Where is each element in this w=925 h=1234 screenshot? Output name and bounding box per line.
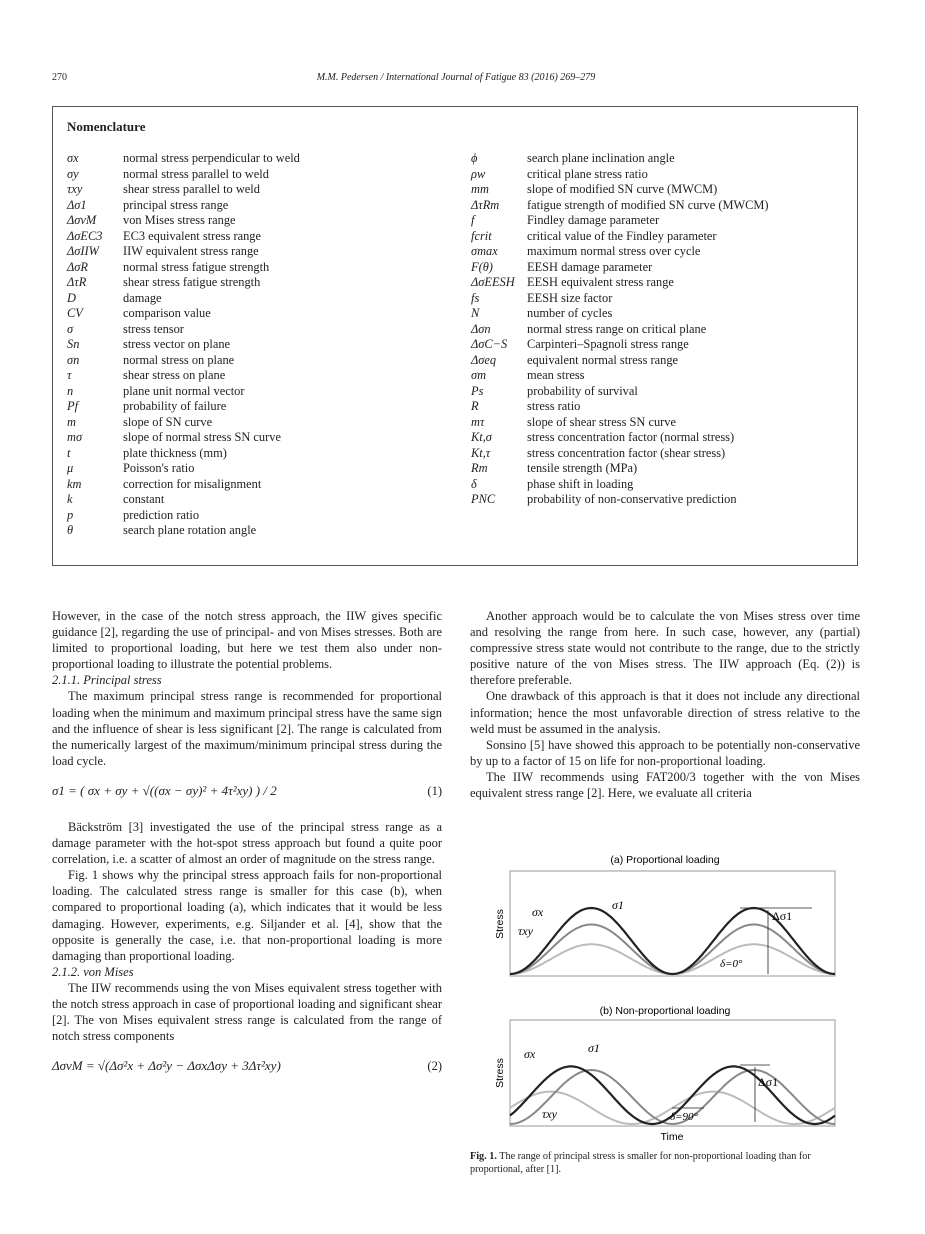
figure-1 <box>470 850 860 1150</box>
nomenclature-row <box>67 508 447 524</box>
nomenclature-description: tensile strength (MPa) <box>527 461 638 475</box>
equation-1-number: (1) <box>427 783 442 798</box>
nomenclature-symbol: μ <box>67 461 74 475</box>
nomenclature-row <box>67 213 447 229</box>
nomenclature-row <box>67 368 447 384</box>
nomenclature-row <box>471 213 851 229</box>
nomenclature-description: Carpinteri–Spagnoli stress range <box>527 337 689 351</box>
nomenclature-row <box>471 477 851 493</box>
nomenclature-symbol: Pf <box>67 399 79 413</box>
nomenclature-description: shear stress parallel to weld <box>123 182 260 196</box>
nomenclature-description: equivalent normal stress range <box>527 352 679 367</box>
nomenclature-description: number of cycles <box>527 306 613 320</box>
nomenclature-description: phase shift in loading <box>527 476 634 491</box>
nomenclature-description: slope of modified SN curve (MWCM) <box>527 182 718 196</box>
nomenclature-symbol: fs <box>471 290 480 305</box>
nomenclature-symbol: τ <box>67 368 72 382</box>
page-number: 270 <box>52 72 67 83</box>
nomenclature-symbol: p <box>67 507 74 522</box>
nomenclature-description: EESH damage parameter <box>527 259 653 274</box>
panel-b-delta-label: δ=90° <box>670 1111 698 1123</box>
nomenclature-row <box>471 229 851 245</box>
paragraph: Sonsino [5] have showed this approach to be potentially non-conservative by up to a factor of 15 on life for non-proportional loading. <box>470 737 860 768</box>
nomenclature-row <box>67 229 447 245</box>
nomenclature-description: stress concentration factor (shear stress) <box>527 445 726 460</box>
nomenclature-row <box>471 492 851 508</box>
nomenclature-symbol: ΔτR <box>67 275 87 289</box>
nomenclature-symbol: fcrit <box>471 228 492 243</box>
nomenclature-description: critical value of the Findley parameter <box>527 228 717 243</box>
nomenclature-description: stress vector on plane <box>123 337 231 351</box>
nomenclature-symbol: CV <box>67 306 83 320</box>
nomenclature-symbol: N <box>471 306 480 320</box>
nomenclature-row <box>67 337 447 353</box>
nomenclature-symbol: k <box>67 492 73 506</box>
nomenclature-description: normal stress fatigue strength <box>123 259 270 274</box>
nomenclature-row <box>67 244 447 260</box>
panel-a-label-sigma-x: σx <box>532 905 544 919</box>
nomenclature-row <box>471 415 851 431</box>
nomenclature-row <box>67 260 447 276</box>
nomenclature-description: prediction ratio <box>123 507 200 522</box>
nomenclature-description: correction for misalignment <box>123 476 262 491</box>
nomenclature-symbol: PNC <box>471 492 496 506</box>
nomenclature-description: slope of SN curve <box>123 414 213 429</box>
panel-a-label-sigma-1: σ1 <box>612 898 624 912</box>
nomenclature-row <box>67 399 447 415</box>
nomenclature-row <box>471 322 851 338</box>
nomenclature-symbol: mτ <box>471 414 485 429</box>
nomenclature-row <box>67 477 447 493</box>
nomenclature-description: IIW equivalent stress range <box>123 244 259 258</box>
nomenclature-symbol: f <box>471 213 475 227</box>
equation-2 <box>52 1050 442 1088</box>
panel-b-label-sigma-x: σx <box>524 1047 536 1061</box>
panel-a-delta-sigma-1: Δσ1 <box>772 909 793 923</box>
nomenclature-symbol: σn <box>67 352 80 367</box>
nomenclature-description: damage <box>123 290 162 305</box>
panel-b-delta-sigma-1: Δσ1 <box>758 1075 779 1089</box>
nomenclature-row <box>67 182 447 198</box>
nomenclature-symbol: ΔσEESH <box>471 275 515 289</box>
nomenclature-row <box>67 461 447 477</box>
nomenclature-symbol: Sn <box>67 337 80 351</box>
nomenclature-description: constant <box>123 492 165 506</box>
nomenclature-row <box>471 182 851 198</box>
panel-a-label-tau-xy: τxy <box>518 924 533 938</box>
panel-b-xlabel: Time <box>660 1131 684 1143</box>
nomenclature-row <box>67 322 447 338</box>
left-column <box>52 608 442 1094</box>
equation-1-formula: σ1 = ( σx + σy + √((σx − σy)² + 4τ²xy) ) / 2 <box>52 782 277 798</box>
journal-title: M.M. Pedersen / International Journal of Fatigue 83 (2016) 269–279 <box>316 72 596 83</box>
nomenclature-symbol: t <box>67 445 71 460</box>
nomenclature-row <box>471 151 851 167</box>
paragraph: The maximum principal stress range is recommended for proportional loading when the minimum and maximum principal stress have the same sign and the influence of shear is less significant [2]. The range is calculated from the numerically largest of the maximum/minimum principal stress during the load cycle. <box>52 689 442 768</box>
paragraph: Bäckström [3] investigated the use of the principal stress range as a damage parameter with the hot-spot stress approach but found a quite poor correlation, i.e. a scatter of almost an order of magnitude on the stress range. <box>52 819 442 867</box>
figure-caption <box>470 1150 860 1176</box>
nomenclature-description: search plane rotation angle <box>123 523 257 537</box>
paragraph: One drawback of this approach is that it does not include any directional information; hence the most unfavorable direction of stress relative to the weld must be assumed in the analysis. <box>470 689 860 736</box>
nomenclature-symbol: ρw <box>471 166 486 181</box>
nomenclature-left-column <box>67 151 447 539</box>
panel-b-title: (b) Non-proportional loading <box>599 1005 731 1017</box>
nomenclature-symbol: ΔσvM <box>67 213 97 227</box>
nomenclature-description: shear stress on plane <box>123 368 226 382</box>
nomenclature-symbol: θ <box>67 523 74 537</box>
nomenclature-row <box>471 244 851 260</box>
nomenclature-description: probability of failure <box>123 399 227 413</box>
nomenclature-symbol: ΔτRm <box>471 197 500 212</box>
nomenclature-description: normal stress range on critical plane <box>527 321 707 336</box>
nomenclature-row <box>67 446 447 462</box>
nomenclature-description: EESH equivalent stress range <box>527 275 674 289</box>
nomenclature-symbol: km <box>67 476 82 491</box>
nomenclature-symbol: σx <box>67 151 79 165</box>
nomenclature-symbol: m <box>67 414 76 429</box>
nomenclature-row <box>471 167 851 183</box>
right-column <box>470 608 860 801</box>
equation-2-formula: ΔσvM = √(Δσ²x + Δσ²y − ΔσxΔσy + 3Δτ²xy) <box>52 1058 281 1074</box>
nomenclature-description: stress concentration factor (normal stress) <box>527 430 735 444</box>
paragraph: Another approach would be to calculate the von Mises stress over time and resolving the range from here. In such case, however, any (partial) compressive stress state would not contribute to the range, due to the strictly positive nature of the von Mises stress. The IIW approach (Eq. (2)) is therefore preferable. <box>470 609 860 688</box>
equation-2-number: (2) <box>427 1059 442 1074</box>
nomenclature-row <box>67 430 447 446</box>
nomenclature-row <box>471 275 851 291</box>
nomenclature-row <box>471 260 851 276</box>
nomenclature-row <box>471 430 851 446</box>
nomenclature-row <box>67 167 447 183</box>
nomenclature-symbol: ΔσR <box>67 259 88 274</box>
nomenclature-row <box>67 384 447 400</box>
nomenclature-row <box>67 492 447 508</box>
panel-a-frame <box>510 871 835 976</box>
nomenclature-symbol: Δσeq <box>471 352 497 367</box>
nomenclature-row <box>471 399 851 415</box>
panel-b-ylabel: Stress <box>494 1058 506 1088</box>
nomenclature-symbol: mm <box>471 182 489 196</box>
equation-1 <box>52 775 442 813</box>
nomenclature-description: probability of non-conservative prediction <box>527 492 737 506</box>
nomenclature-row <box>471 461 851 477</box>
nomenclature-symbol: ϕ <box>471 151 478 165</box>
nomenclature-symbol: Kt,σ <box>471 430 492 444</box>
panel-a-delta-label: δ=0° <box>720 958 743 970</box>
nomenclature-description: search plane inclination angle <box>527 151 675 165</box>
nomenclature-description: plate thickness (mm) <box>123 445 227 460</box>
nomenclature-row <box>67 306 447 322</box>
nomenclature-description: von Mises stress range <box>123 213 236 227</box>
nomenclature-description: normal stress on plane <box>123 352 235 367</box>
nomenclature-symbol: F(θ) <box>471 259 493 274</box>
nomenclature-symbol: Δσ1 <box>67 197 87 212</box>
nomenclature-description: Poisson's ratio <box>123 461 195 475</box>
nomenclature-symbol: Ps <box>471 383 484 398</box>
nomenclature-description: slope of shear stress SN curve <box>527 414 676 429</box>
nomenclature-description: plane unit normal vector <box>123 383 245 398</box>
nomenclature-symbol: Rm <box>471 461 488 475</box>
nomenclature-symbol: σ <box>67 321 74 336</box>
nomenclature-symbol: Kt,τ <box>471 445 491 460</box>
nomenclature-description: probability of survival <box>527 383 638 398</box>
nomenclature-description: shear stress fatigue strength <box>123 275 261 289</box>
nomenclature-row <box>67 275 447 291</box>
nomenclature-description: maximum normal stress over cycle <box>527 244 701 258</box>
nomenclature-row <box>471 368 851 384</box>
nomenclature-row <box>471 353 851 369</box>
nomenclature-description: mean stress <box>527 368 585 382</box>
paragraph: The IIW recommends using FAT200/3 together with the von Mises equivalent stress range [2]. Here, we evaluate all criteria <box>470 769 860 801</box>
nomenclature-symbol: n <box>67 383 74 398</box>
nomenclature-description: principal stress range <box>123 197 229 212</box>
nomenclature-symbol: R <box>471 399 479 413</box>
nomenclature-symbol: ΔσIIW <box>67 244 99 258</box>
nomenclature-description: stress tensor <box>123 321 184 336</box>
nomenclature-description: normal stress parallel to weld <box>123 166 269 181</box>
nomenclature-symbol: δ <box>471 476 477 491</box>
section-heading: 2.1.1. Principal stress <box>52 673 162 688</box>
nomenclature-description: EESH size factor <box>527 290 613 305</box>
nomenclature-row <box>471 291 851 307</box>
nomenclature-description: EC3 equivalent stress range <box>123 228 261 243</box>
nomenclature-title: Nomenclature <box>67 119 146 134</box>
nomenclature-row <box>67 198 447 214</box>
panel-b-label-sigma-1: σ1 <box>588 1041 600 1055</box>
nomenclature-description: comparison value <box>123 306 211 320</box>
nomenclature-description: Findley damage parameter <box>527 213 660 227</box>
nomenclature-row <box>67 291 447 307</box>
nomenclature-description: normal stress perpendicular to weld <box>123 151 300 165</box>
nomenclature-box <box>52 106 858 566</box>
figure-1-plot <box>470 850 860 1150</box>
nomenclature-right-column <box>471 151 851 508</box>
caption-text: The range of principal stress is smaller for non-proportional loading than for proportional, after [1]. <box>470 1151 811 1175</box>
nomenclature-row <box>67 523 447 539</box>
nomenclature-symbol: mσ <box>67 430 83 444</box>
nomenclature-row <box>471 337 851 353</box>
nomenclature-description: slope of normal stress SN curve <box>123 430 281 444</box>
nomenclature-symbol: ΔσEC3 <box>67 228 103 243</box>
nomenclature-symbol: σy <box>67 166 79 181</box>
nomenclature-row <box>67 151 447 167</box>
nomenclature-row <box>471 446 851 462</box>
nomenclature-description: critical plane stress ratio <box>527 166 648 181</box>
nomenclature-symbol: ΔσC−S <box>471 337 508 351</box>
paragraph <box>52 608 442 672</box>
nomenclature-description: stress ratio <box>527 399 581 413</box>
nomenclature-row <box>67 353 447 369</box>
nomenclature-symbol: τxy <box>67 182 83 196</box>
nomenclature-row <box>471 198 851 214</box>
paragraph: The IIW recommends using the von Mises equivalent stress together with the notch stress approach in case of proportional loading and significant shear [2]. The von Mises equivalent stress range is calculated from the range of notch stress components <box>52 980 442 1044</box>
section-heading: 2.1.2. von Mises <box>52 964 134 979</box>
nomenclature-row <box>471 384 851 400</box>
nomenclature-description: fatigue strength of modified SN curve (MWCM) <box>527 197 769 212</box>
panel-a-title: (a) Proportional loading <box>610 854 720 866</box>
nomenclature-symbol: Δσn <box>471 321 491 336</box>
caption-label: Fig. 1. <box>470 1151 497 1162</box>
nomenclature-symbol: D <box>67 290 76 305</box>
paragraph: Fig. 1 shows why the principal stress approach fails for non-proportional loading. The calculated stress range is smaller for this case (b), when compared to proportional loading (a), which indicates that it would be less damaging. However, experiments, e.g. Siljander et al. [4], show that the opposite is generally the case, i.e. that non-proportional loading is more damaging than proportional loading. <box>52 868 442 963</box>
panel-a-ylabel: Stress <box>494 909 506 939</box>
panel-b-label-tau-xy: τxy <box>542 1107 557 1121</box>
nomenclature-symbol: σmax <box>471 244 498 258</box>
nomenclature-symbol: σm <box>471 368 487 382</box>
series-line-2 <box>510 944 835 974</box>
nomenclature-row <box>471 306 851 322</box>
paragraph-text: However, in the case of the notch stress approach, the IIW gives specific guidance [2], regarding the use of principal- and von Mises stresses. Both are limited to proportional loading, but here we test them also under non-proportional loading to illustrate the potential problems. <box>52 609 442 672</box>
nomenclature-row <box>67 415 447 431</box>
